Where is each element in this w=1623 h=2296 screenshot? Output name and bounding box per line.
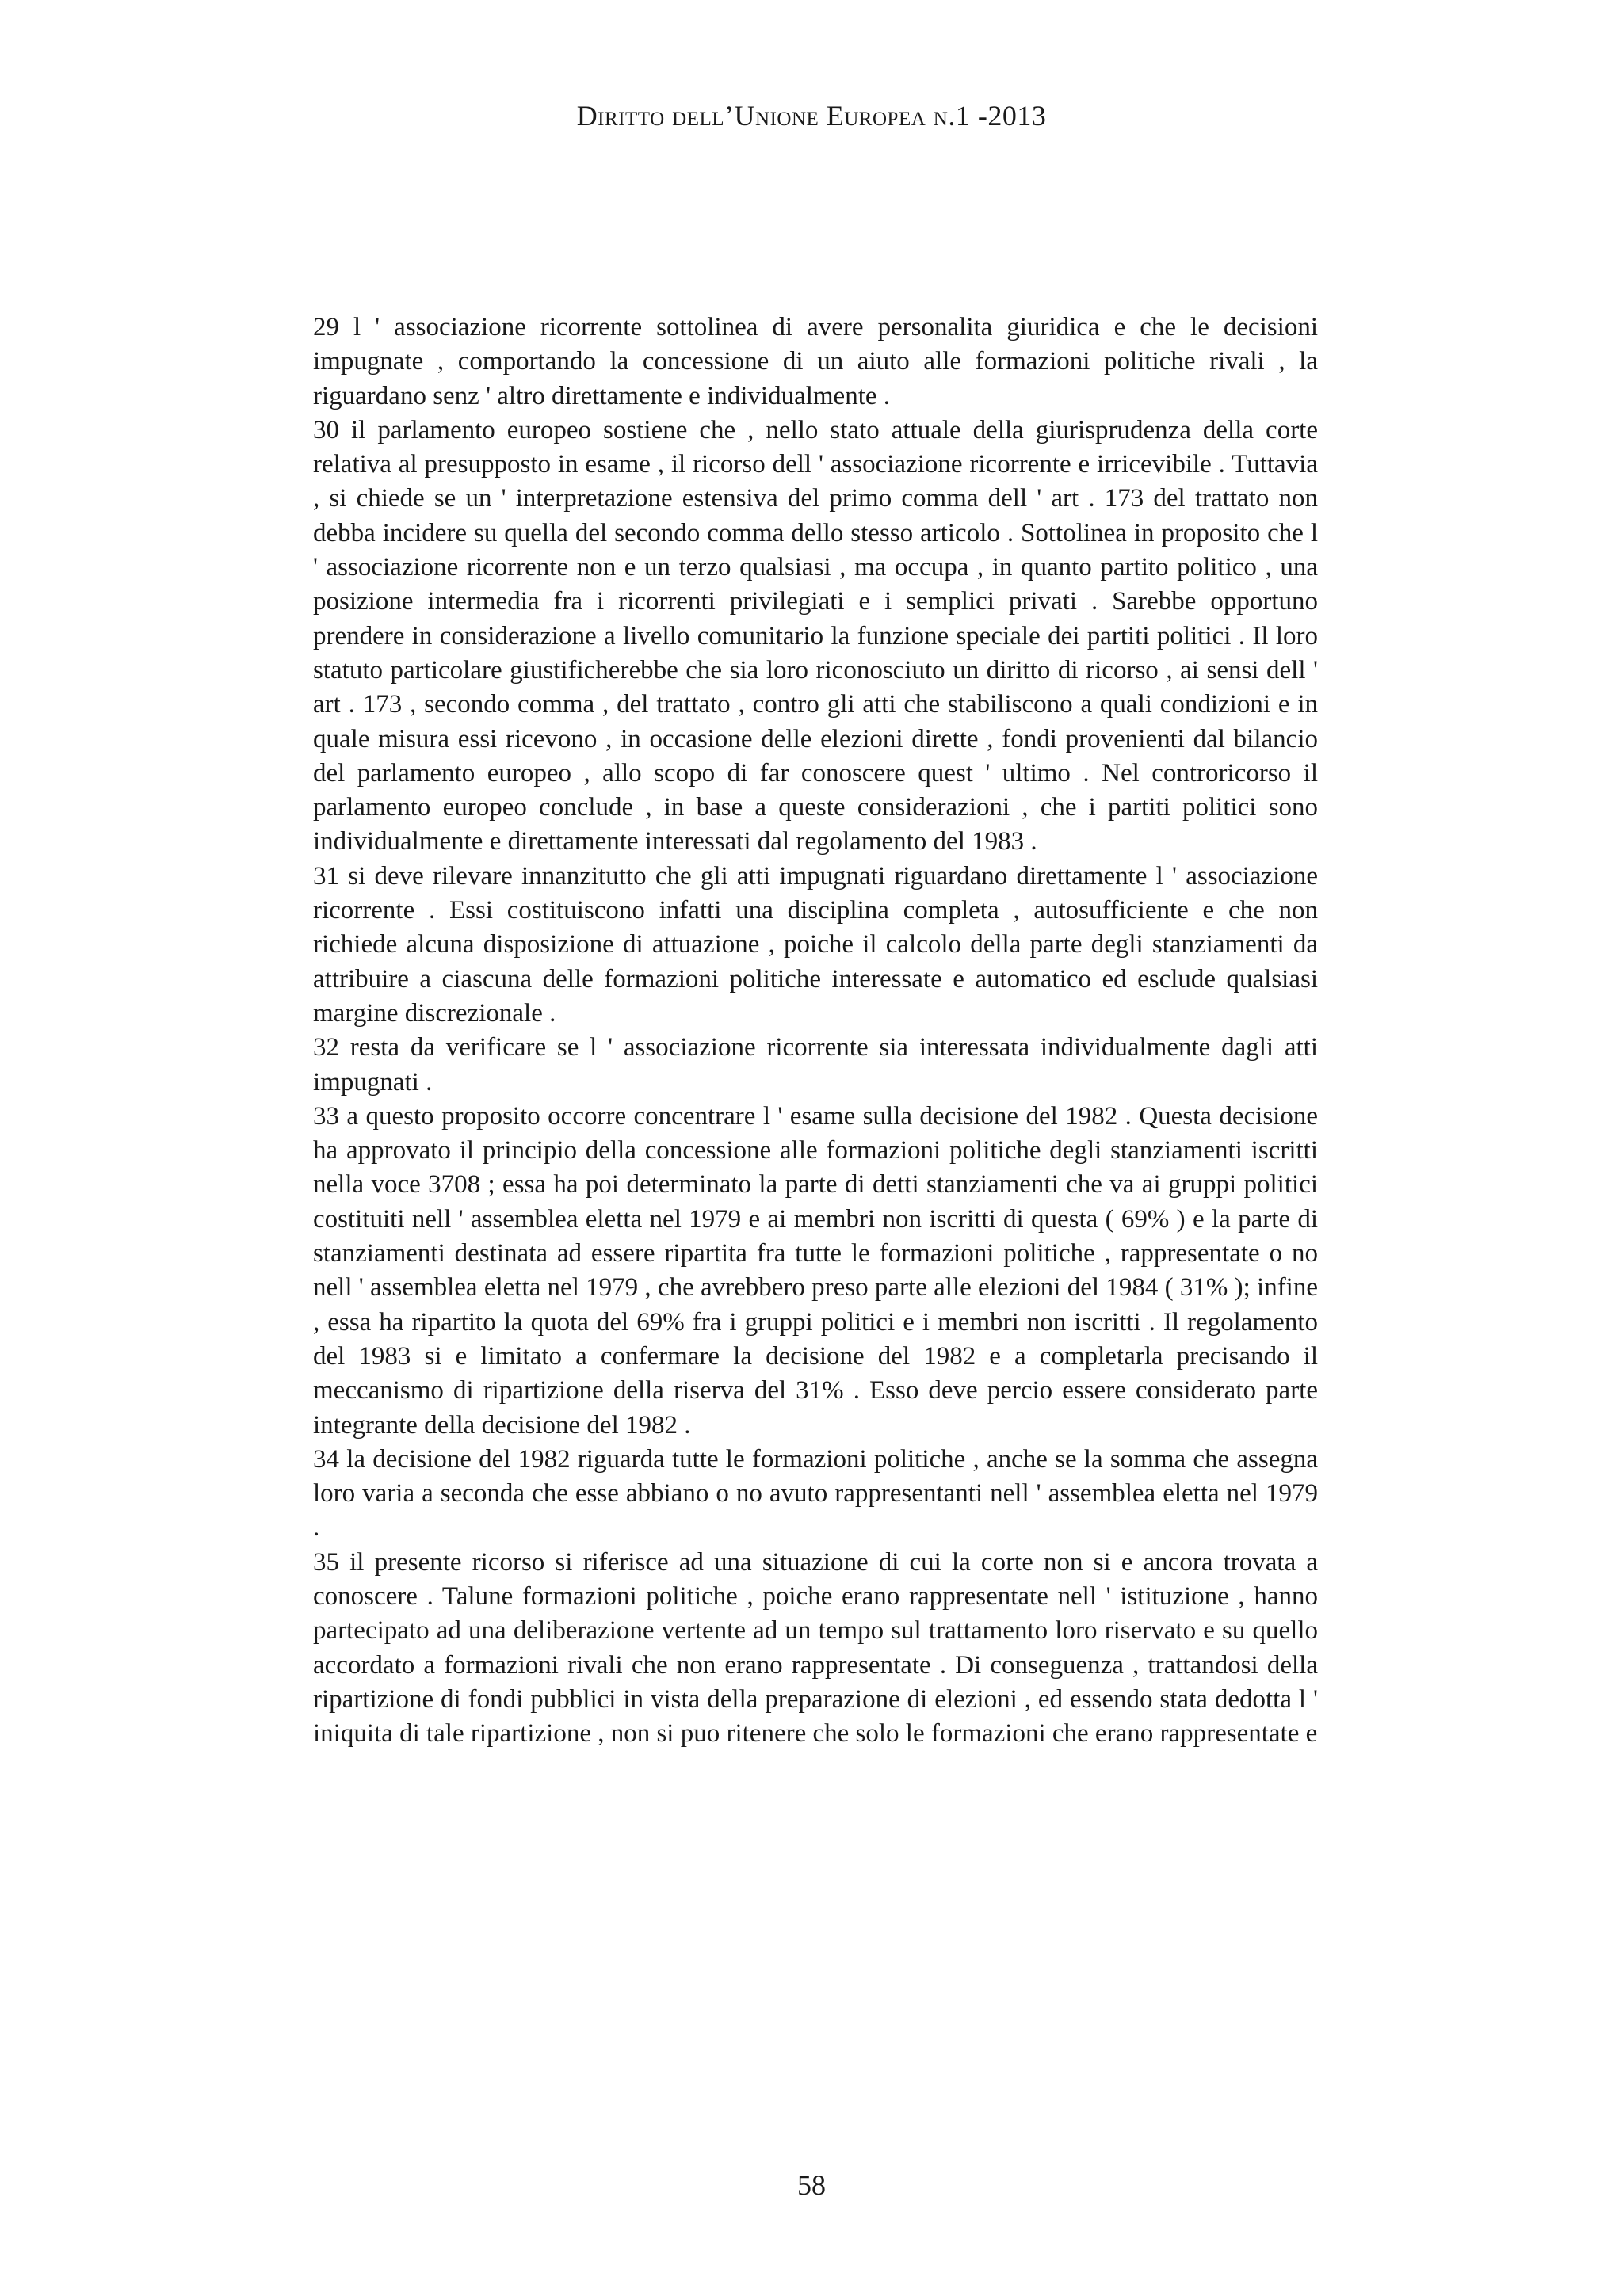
paragraph-30: 30 il parlamento europeo sostiene che , nello stato attuale della giurisprudenza della corte relativa al presupposto in esame , il ricorso dell ' associazione ricorrente e irricevibile . Tuttavia , si chiede se un ' interpretazione estensiva del primo comma dell ' art . 173 del trattato non debba incidere su quella del secondo comma dello stesso articolo . Sottolinea in proposito che l ' associazione ricorrente non e un terzo qualsiasi , ma occupa , in quanto partito politico , una posizione intermedia fra i ricorrenti privilegiati e i semplici privati . Sarebbe opportuno prendere in considerazione a livello comunitario la funzione speciale dei partiti politici . Il loro statuto particolare giustificherebbe che sia loro riconosciuto un diritto di ricorso , ai sensi dell ' art . 173 , secondo comma , del trattato , contro gli atti che stabiliscono a quali condizioni e in quale misura essi ricevono , in occasione delle elezioni dirette , fondi provenienti dal bilancio del parlamento europeo , allo scopo di far conoscere quest ' ultimo . Nel controricorso il parlamento europeo conclude , in base a queste considerazioni , che i partiti politici sono individualmente e direttamente interessati dal regolamento del 1983 . <box>313 415 1318 856</box>
page-number: 58 <box>797 2169 826 2201</box>
body-text <box>313 311 1318 1751</box>
paragraph-31: 31 si deve rilevare innanzitutto che gli atti impugnati riguardano direttamente l ' associazione ricorrente . Essi costituiscono infatti una disciplina completa , autosufficiente e che non richiede alcuna disposizione di attuazione , poiche il calcolo della parte degli stanziamenti da attribuire a ciascuna delle formazioni politiche interessate e automatico ed esclude qualsiasi margine discrezionale . <box>313 861 1318 1028</box>
paragraph-35: 35 il presente ricorso si riferisce ad una situazione di cui la corte non si e ancora trovata a conoscere . Talune formazioni politiche , poiche erano rappresentate nell ' istituzione , hanno partecipato ad una deliberazione vertente ad un tempo sul trattamento loro riservato e su quello accordato a formazioni rivali che non erano rappresentate . Di conseguenza , trattandosi della ripartizione di fondi pubblici in vista della preparazione di elezioni , ed essendo stata dedotta l ' iniquita di tale ripartizione , non si puo ritenere che solo le formazioni che erano rappresentate e <box>313 1547 1318 1749</box>
paragraph-34: 34 la decisione del 1982 riguarda tutte le formazioni politiche , anche se la somma che assegna loro varia a seconda che esse abbiano o no avuto rappresentanti nell ' assemblea eletta nel 1979 . <box>313 1444 1318 1543</box>
paragraph-33: 33 a questo proposito occorre concentrare l ' esame sulla decisione del 1982 . Questa decisione ha approvato il principio della concessione alle formazioni politiche degli stanziamenti iscritti nella voce 3708 ; essa ha poi determinato la parte di detti stanziamenti che va ai gruppi politici costituiti nell ' assemblea eletta nel 1979 e ai membri non iscritti di questa ( 69% ) e la parte di stanziamenti destinata ad essere ripartita fra tutte le formazioni politiche , rappresentate o no nell ' assemblea eletta nel 1979 , che avrebbero preso parte alle elezioni del 1984 ( 31% ); infine , essa ha ripartito la quota del 69% fra i gruppi politici e i membri non iscritti . Il regolamento del 1983 si e limitato a confermare la decisione del 1982 e a completarla precisando il meccanismo di ripartizione della riserva del 31% . Esso deve percio essere considerato parte integrante della decisione del 1982 . <box>313 1101 1318 1440</box>
running-header: Diritto dell’Unione Europea n.1 -2013 <box>576 100 1047 132</box>
paragraph-32: 32 resta da verificare se l ' associazione ricorrente sia interessata individualmente dagli atti impugnati . <box>313 1033 1318 1097</box>
paragraph-29: 29 l ' associazione ricorrente sottolinea di avere personalita giuridica e che le decisioni impugnate , comportando la concessione di un aiuto alle formazioni politiche rivali , la riguardano senz ' altro direttamente e individualmente . <box>313 313 1318 410</box>
